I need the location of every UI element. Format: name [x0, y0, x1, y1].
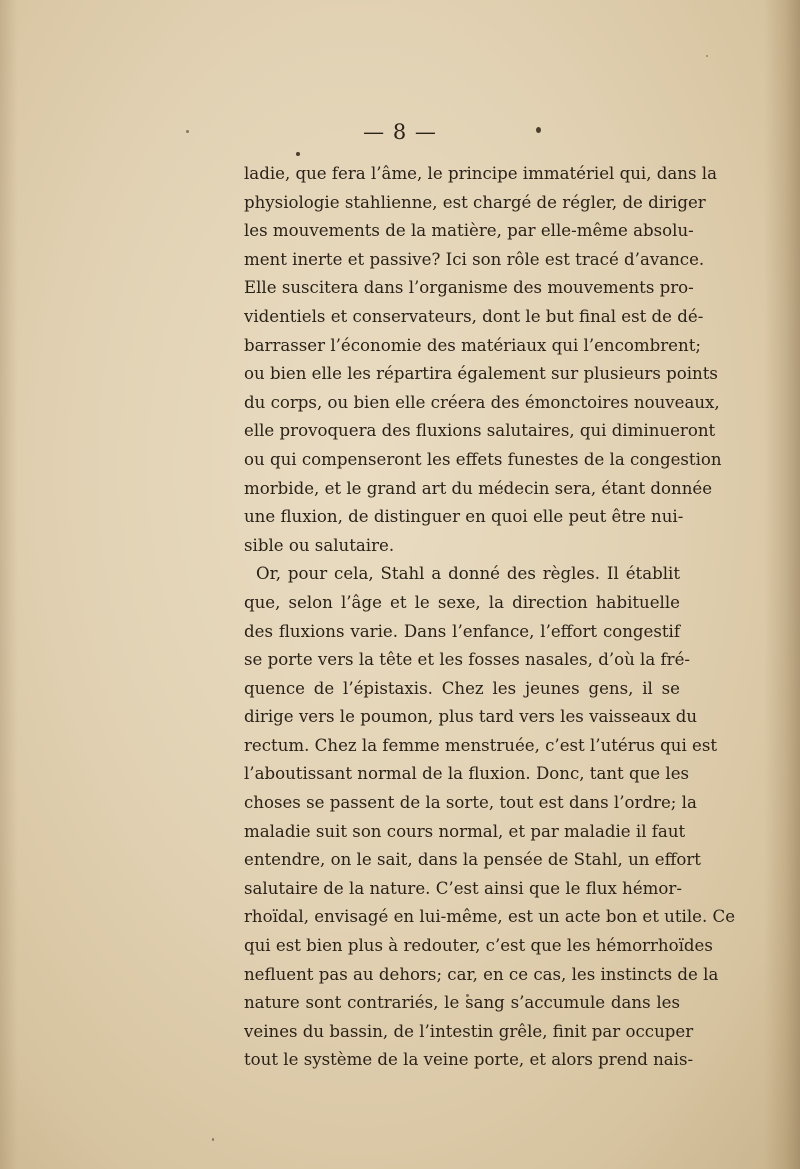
text-line: se porte vers la tête et les fosses nasales, d’où la fré- — [244, 650, 691, 670]
page-shadow-left — [0, 0, 18, 1169]
text-line: quence de l’épistaxis. Chez les jeunes gens, il se — [244, 678, 680, 698]
text-line: elle provoquera des fluxions salutaires, qui diminueront — [244, 421, 716, 441]
text-line: Elle suscitera dans l’organisme des mouvements pro- — [244, 278, 694, 298]
text-line: rectum. Chez la femme menstruée, c’est l’utérus qui est — [244, 735, 718, 755]
text-line: ladie, que fera l’âme, le principe immatériel qui, dans la — [244, 164, 717, 183]
text-line: l’aboutissant normal de la fluxion. Donc, tant que les — [244, 764, 690, 784]
page-number: — 8 — — [363, 120, 437, 144]
text-line: salutaire de la nature. C’est ainsi que le flux hémor- — [244, 878, 682, 898]
text-line: ment inerte et passive? Ici son rôle est tracé d’avance. — [244, 249, 705, 269]
text-line: les mouvements de la matière, par elle-même absolu- — [244, 221, 694, 241]
text-line: veines du bassin, de l’intestin grêle, finit par occuper — [244, 1021, 694, 1041]
text-line: ou qui compenseront les effets funestes de la congestion — [244, 449, 722, 469]
text-line: dirige vers le poumon, plus tard vers les vaisseaux du — [244, 707, 698, 727]
text-line: nature sont contrariés, le sang s’accumule dans les — [244, 993, 680, 1013]
text-line: sible ou salutaire. — [244, 535, 395, 555]
text-line: ou bien elle les répartira également sur plusieurs points — [244, 364, 718, 384]
text-line: tout le système de la veine porte, et alors prend nais- — [244, 1050, 694, 1070]
text-line: des fluxions varie. Dans l’enfance, l’effort congestif — [244, 621, 680, 641]
scan-speck — [296, 152, 300, 156]
text-line: choses se passent de la sorte, tout est dans l’ordre; la — [244, 793, 697, 813]
text-line: nefluent pas au dehors; car, en ce cas, les instincts de la — [244, 964, 719, 984]
text-line: du corps, ou bien elle créera des émonctoires nouveaux, — [244, 392, 720, 412]
text-line: barrasser l’économie des matériaux qui l’encombrent; — [244, 335, 701, 355]
text-line: Or, pour cela, Stahl a donné des règles. Il établit — [256, 564, 680, 584]
body-text — [244, 160, 736, 1075]
text-line: videntiels et conservateurs, dont le but final est de dé- — [244, 306, 704, 326]
text-line: rhoïdal, envisagé en lui-même, est un acte bon et utile. Ce — [244, 907, 736, 927]
page-shadow-right — [764, 0, 800, 1169]
scan-speck — [212, 1138, 214, 1141]
text-line: morbide, et le grand art du médecin sera, étant donnée — [244, 478, 713, 498]
text-line: qui est bien plus à redouter, c’est que les hémorrhoïdes — [244, 936, 713, 956]
text-line: entendre, on le sait, dans la pensée de Stahl, un effort — [244, 850, 701, 870]
text-line: que, selon l’âge et le sexe, la direction habituelle — [244, 592, 680, 612]
scan-speck — [706, 55, 708, 57]
text-line: maladie suit son cours normal, et par maladie il faut — [244, 821, 686, 841]
text-line: une fluxion, de distinguer en quoi elle peut être nui- — [244, 507, 684, 527]
text-line: physiologie stahlienne, est chargé de régler, de diriger — [244, 192, 706, 212]
